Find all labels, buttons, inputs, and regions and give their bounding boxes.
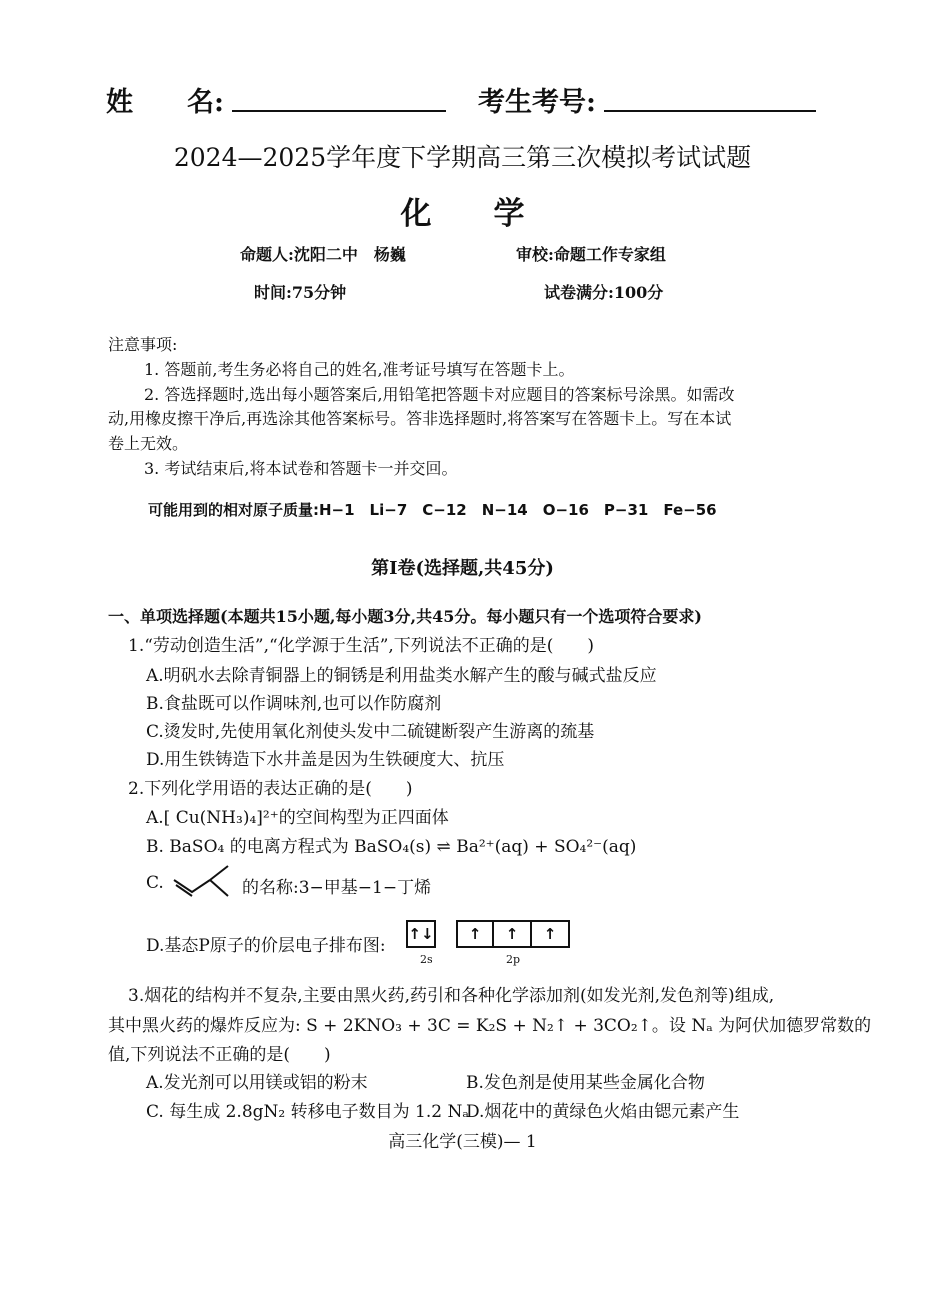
orbital-2s-box [406, 920, 436, 948]
section-title: 第Ⅰ卷(选择题,共45分) [371, 558, 554, 579]
orbital-2p-cell-3: ↑ [543, 925, 557, 943]
note-item-1: 1. 答题前,考生务必将自己的姓名,准考证号填写在答题卡上。 [144, 360, 575, 379]
exam-id-blank[interactable] [604, 80, 816, 116]
orbital-2p-label: 2p [506, 953, 521, 966]
notes-heading: 注意事项: [108, 335, 178, 354]
q1-option-d: D.用生铁铸造下水井盖是因为生铁硬度大、抗压 [146, 750, 505, 770]
subject-title: 化 学 [400, 196, 525, 232]
orbital-2s-label: 2s [420, 953, 433, 966]
q1-option-a: A.明矾水去除青铜器上的铜锈是利用盐类水解产生的酸与碱式盐反应 [146, 666, 657, 686]
q2-option-a: A.[ Cu(NH₃)₄]²⁺的空间构型为正四面体 [146, 808, 449, 828]
author-line: 命题人:沈阳二中 杨巍 [240, 245, 406, 264]
q2-option-c-prefix: C. [146, 873, 164, 893]
score-line: 试卷满分:100分 [544, 283, 664, 302]
q2-option-d: D.基态P原子的价层电子排布图: [146, 936, 386, 956]
name-blank[interactable] [232, 80, 446, 116]
part-one-heading: 一、单项选择题(本题共15小题,每小题3分,共45分。每小题只有一个选项符合要求) [108, 607, 702, 626]
note-item-2-line-3: 卷上无效。 [108, 434, 189, 453]
note-item-2-line-2: 动,用橡皮擦干净后,再选涂其他答案标号。答非选择题时,将答案写在答题卡上。写在本试 [108, 409, 732, 428]
name-label: 姓 名: [106, 87, 224, 118]
q2-option-b: B. BaSO₄ 的电离方程式为 BaSO₄(s) ⇌ Ba²⁺(aq) + SO₄²⁻(aq) [146, 837, 637, 857]
q3-option-d: D.烟花中的黄绿色火焰由锶元素产生 [466, 1102, 740, 1122]
orbital-2p-cell-1: ↑ [458, 922, 494, 946]
note-item-3: 3. 考试结束后,将本试卷和答题卡一并交回。 [144, 459, 458, 478]
q3-option-b: B.发色剂是使用某些金属化合物 [466, 1073, 705, 1093]
q3-option-a: A.发光剂可以用镁或铝的粉末 [146, 1073, 368, 1093]
orbital-2p-cell-2: ↑ [494, 922, 532, 946]
reviewer-line: 审校:命题工作专家组 [516, 245, 666, 264]
time-line: 时间:75分钟 [254, 283, 347, 302]
q3-stem-line-2: 其中黑火药的爆炸反应为: S + 2KNO₃ + 3C = K₂S + N₂↑ + 3CO₂↑。设 Nₐ 为阿伏加德罗常数的 [108, 1016, 872, 1036]
q2-option-c-text: 的名称:3−甲基−1−丁烯 [242, 878, 432, 898]
q3-option-c: C. 每生成 2.8gN₂ 转移电子数目为 1.2 Nₐ [146, 1102, 469, 1122]
q1-option-b: B.食盐既可以作调味剂,也可以作防腐剂 [146, 694, 442, 714]
q3-stem-line-3: 值,下列说法不正确的是( ) [108, 1045, 331, 1065]
note-item-2-line-1: 2. 答选择题时,选出每小题答案后,用铅笔把答题卡对应题目的答案标号涂黑。如需改 [144, 385, 735, 404]
page-footer: 高三化学(三模)— 1 [388, 1132, 537, 1152]
q2-stem: 2.下列化学用语的表达正确的是( ) [128, 779, 413, 799]
exam-id-label: 考生考号: [478, 87, 596, 118]
atomic-masses: 可能用到的相对原子质量:H−1 Li−7 C−12 N−14 O−16 P−31 Fe−56 [148, 501, 717, 519]
q3-stem-line-1: 3.烟花的结构并不复杂,主要由黑火药,药引和各种化学添加剂(如发光剂,发色剂等)组成, [128, 986, 775, 1006]
orbital-2p-box [456, 920, 570, 948]
q1-stem: 1.“劳动创造生活”,“化学源于生活”,下列说法不正确的是( ) [128, 636, 595, 656]
skeletal-formula-icon [172, 862, 240, 902]
exam-title: 2024—2025学年度下学期高三第三次模拟考试试题 [173, 143, 752, 172]
q1-option-c: C.烫发时,先使用氧化剂使头发中二硫键断裂产生游离的巯基 [146, 722, 595, 742]
orbital-2s-cell: ↑↓ [408, 925, 434, 943]
